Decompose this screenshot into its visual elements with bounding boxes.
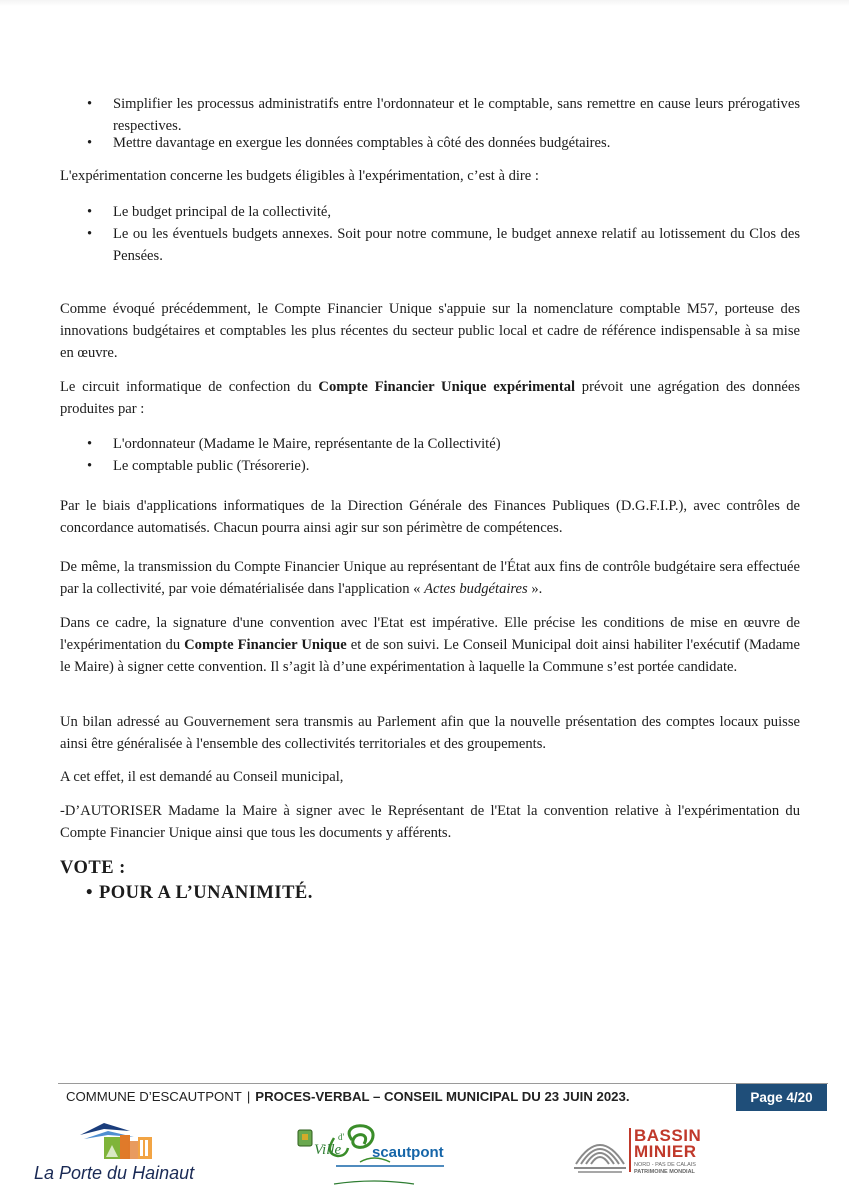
vote-title: VOTE : [60,858,126,878]
bassin-patrimoine: PATRIMOINE MONDIAL [634,1169,695,1175]
bassin-minier-emblem-icon [572,1126,628,1176]
paragraph-transmission-part2: ». [527,581,543,597]
logo-bassin-minier [572,1126,712,1186]
paragraph-dgfip: Par le biais d'applications informatiques de la Direction Générale des Finances Publiques (D.G.F.I.P.), avec contrôles de concordance automatisés. Chacun pourra ainsi agir sur son périmètre de compétences. [60,498,800,536]
paragraph-convention-bold: Compte Financier Unique [184,637,347,653]
paragraph-m57: Comme évoqué précédemment, le Compte Financier Unique s'appuie sur la nomenclature comptable M57, porteuse des innovations budgétaires et comptables les plus récentes du secteur public local et cadre de référence indispensable à sa mise en œuvre. [60,301,800,361]
list-item-text: Mettre davantage en exergue les données comptables à côté des données budgétaires. [113,135,611,151]
paragraph-convention-part2: et de son suivi. Le Conseil Municipal doit ainsi habiliter l'exécutif (Madame le Maire) à signer cette convention. Il s’agit là d’une expérimentation à laquelle la Commune s’est portée candidate. [60,637,800,675]
vote-result-text: POUR A L’UNANIMITÉ. [98,883,313,903]
bassin-region: NORD - PAS DE CALAIS [634,1162,696,1168]
bullet-icon: • [87,96,93,112]
list-item [87,93,800,137]
bassin-divider [629,1128,631,1172]
paragraph-circuit-bold: Compte Financier Unique expérimental [318,379,576,395]
vote-result [86,883,313,904]
list-item-text: Le comptable public (Trésorerie). [113,458,310,474]
list-item [87,455,800,477]
paragraph-scope: L'expérimentation concerne les budgets éligibles à l'expérimentation, c’est à dire : [60,168,539,184]
scan-top-edge [0,0,849,6]
paragraph-transmission-part1: De même, la transmission du Compte Financier Unique au représentant de l'État aux fins de contrôle budgétaire sera effectuée par la collectivité, par voie dématérialisée dans l'application « [60,559,800,597]
bullet-icon: • [86,883,93,903]
paragraph-convention-part1: Dans ce cadre, la signature d'une convention avec l'Etat est impérative. Elle précise les conditions de mise en œuvre de l'expérimentation du [60,615,800,653]
list-item-text: Le ou les éventuels budgets annexes. Soit pour notre commune, le budget annexe relatif au lotissement du Clos des Pensées. [113,226,800,264]
escautpont-ville: Ville [314,1142,342,1158]
paragraph-autoriser: -D’AUTORISER Madame la Maire à signer avec le Représentant de l'Etat la convention relative à l'expérimentation du Compte Financier Unique ainsi que tous les documents y afférents. [60,803,800,841]
bullet-icon: • [87,458,93,474]
paragraph-bilan: Un bilan adressé au Gouvernement sera transmis au Parlement afin que la nouvelle présentation des comptes locaux puisse ainsi être généralisée à l'ensemble des collectivités territoriales et des groupements. [60,714,800,752]
paragraph-demande: A cet effet, il est demandé au Conseil municipal, [60,769,344,785]
escautpont-d: d' [338,1132,345,1142]
logo-ville-escautpont [294,1118,454,1188]
list-item [87,433,800,455]
list-item-text: Le budget principal de la collectivité, [113,204,332,220]
list-item-text: Simplifier les processus administratifs entre l'ordonnateur et le comptable, sans remettre en cause leurs prérogatives respectives. [113,96,800,134]
bullet-icon: • [87,135,93,151]
logo-la-porte-du-hainaut [34,1117,214,1187]
bassin-title-2: MINIER [634,1142,697,1161]
footer-commune: COMMUNE D’ESCAUTPONT [66,1089,242,1104]
escautpont-name: scautpont [372,1144,444,1161]
list-item [87,223,800,267]
paragraph-transmission [60,556,800,600]
bassin-title-1: BASSIN [634,1126,702,1145]
list-item [87,201,800,223]
paragraph-convention [60,612,800,678]
page-number-badge: Page 4/20 [736,1084,827,1111]
bullet-icon: • [87,204,93,220]
footer-divider [58,1083,828,1084]
paragraph-circuit [60,376,800,420]
hainaut-emblem-icon [34,1117,214,1163]
bullet-icon: • [87,226,93,242]
list-item-text: L'ordonnateur (Madame le Maire, représentante de la Collectivité) [113,436,501,452]
paragraph-circuit-part1: Le circuit informatique de confection du [60,379,319,395]
list-item [87,132,800,154]
paragraph-circuit-part2: prévoit une agrégation des données produites par : [60,379,800,417]
footer-title [66,1089,630,1104]
footer-pv: PROCES-VERBAL – CONSEIL MUNICIPAL DU 23 JUIN 2023. [255,1089,630,1104]
footer-separator: | [246,1089,251,1104]
paragraph-transmission-italic: Actes budgétaires [424,581,528,597]
bullet-icon: • [87,436,93,452]
hainaut-name: La Porte du Hainaut [34,1163,195,1183]
